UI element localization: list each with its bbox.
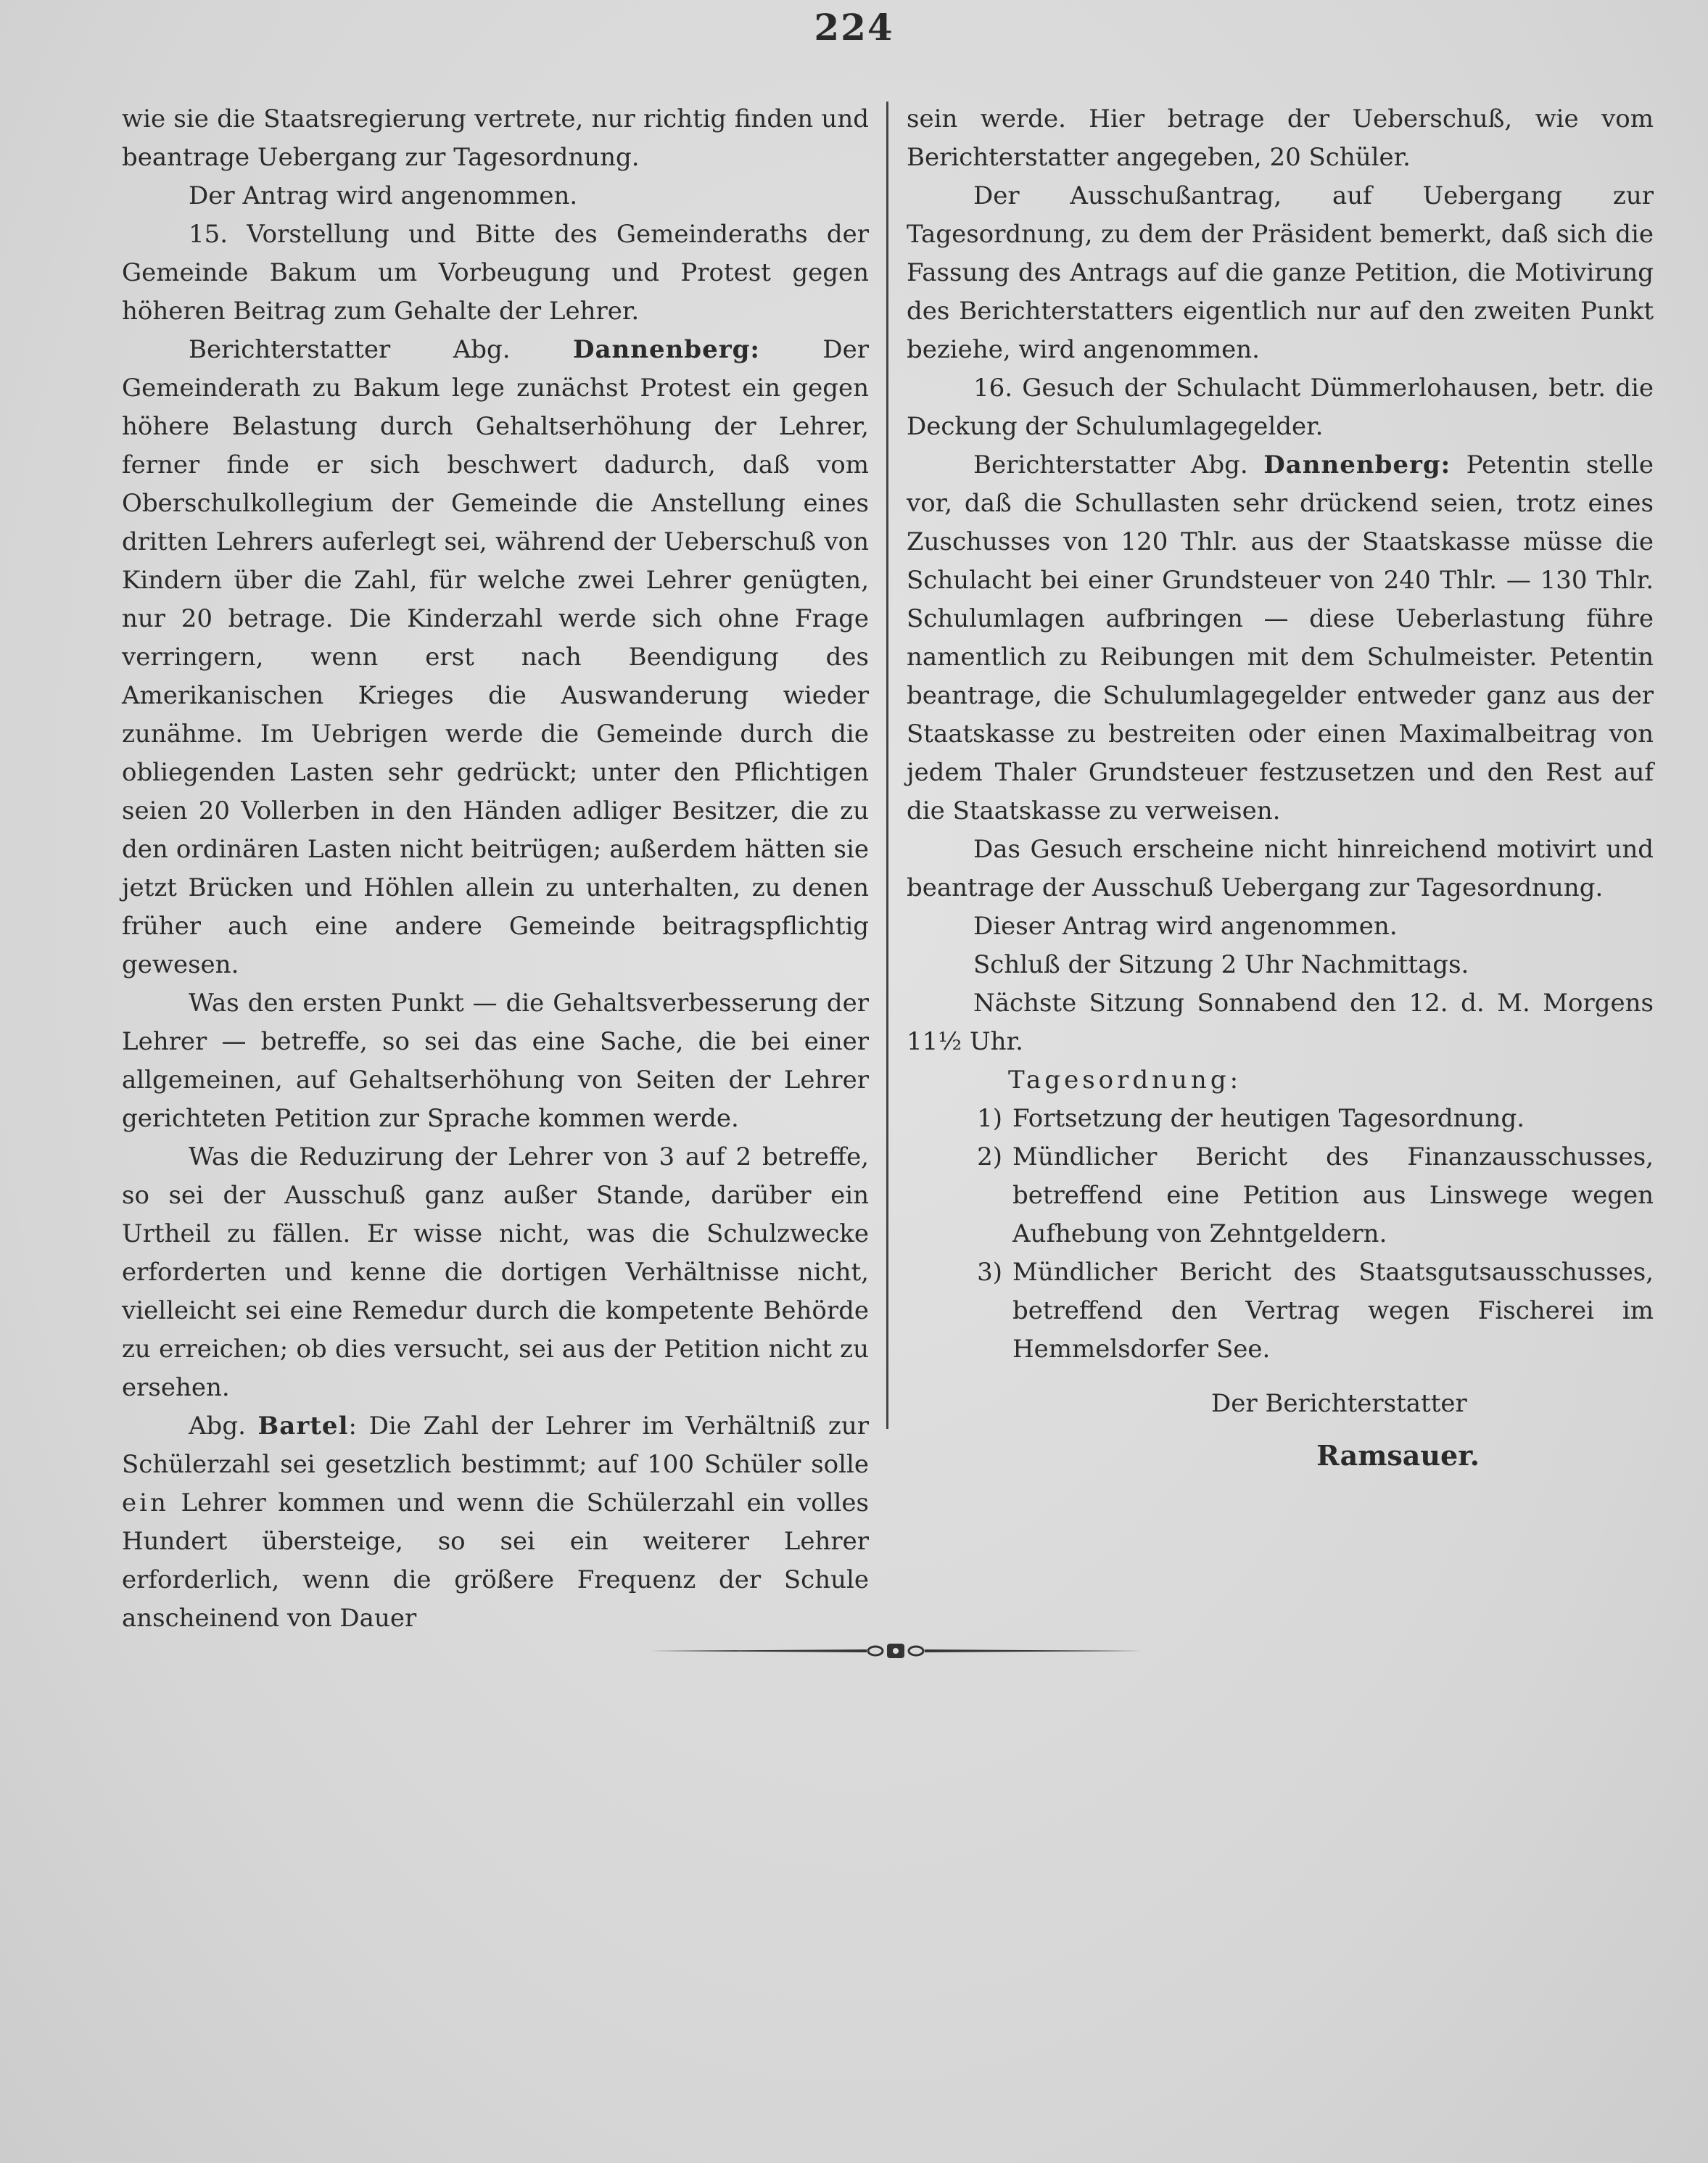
agenda-text: Mündlicher Bericht des Finanzausschusses, betreffend eine Petition aus Linswege wegen Aufhebung von Zehntgeldern. — [1012, 1142, 1654, 1248]
agenda-text: Fortsetzung der heutigen Tagesordnung. — [1012, 1104, 1525, 1133]
spaced-word: ein — [122, 1488, 169, 1517]
paragraph-next-session: Nächste Sitzung Sonnabend den 12. d. M. Morgens 11½ Uhr. — [907, 989, 1654, 1056]
report-text: Der Gemeinderath zu Bakum lege zunächst Protest ein gegen höhere Belastung durch Gehaltserhöhung der Lehrer, ferner finde er sich beschwert dadurch, daß vom Oberschulkollegium der Gemeinde die Anstellung eines dritten Lehrers auferlegt sei, während der Ueberschuß von Kindern über die Zahl, für welche zwei Lehrer genügten, nur 20 betrage. Die Kinderzahl werde sich ohne Frage verringern, wenn erst nach Beendigung des Amerikanischen Krieges die Auswanderung wieder zunähme. Im Uebrigen werde die Gemeinde durch die obliegenden Lasten sehr gedrückt; unter den Pflichtigen seien 20 Vollerben in den Händen adliger Besitzer, die zu den ordinären Lasten nicht beitrügen; außerdem hätten sie jetzt Brücken und Höhlen allein zu unterhalten, zu denen früher auch eine andere Gemeinde beitragspflichtig gewesen. — [122, 335, 869, 979]
paragraph-report-dannenberg — [907, 446, 1654, 831]
paragraph-motion-accepted: Der Antrag wird angenommen. — [189, 181, 578, 210]
left-column — [122, 100, 869, 1638]
speaker-name: Bartel — [257, 1412, 349, 1441]
report-text: Petentin stelle vor, daß die Schullasten sehr drückend seien, trotz eines Zuschusses von 120 Thlr. aus der Staatskasse müsse die Schulacht bei einer Grundsteuer von 240 Thlr. — 130 Thlr. Schulumlagen aufbringen — diese Ueberlastung führe namentlich zu Reibungen mit dem Schulmeister. Petentin beantrage, die Schulumlagegelder entweder ganz aus der Staatskasse zu bestreiten oder einen Maximalbeitrag von jedem Thaler Grundsteuer festzusetzen und den Rest auf die Staatskasse zu verweisen. — [907, 450, 1654, 825]
paragraph-session-close: Schluß der Sitzung 2 Uhr Nachmittags. — [973, 950, 1469, 979]
agenda-list — [907, 1100, 1654, 1369]
statement-text-continued: Lehrer kommen und wenn die Schülerzahl ein volles Hundert übersteige, so sei ein weiterer Lehrer erforderlich, wenn die größere Frequenz der Schule anscheinend von Dauer — [122, 1488, 869, 1633]
paragraph-continuation: sein werde. Hier betrage der Ueberschuß, wie vom Berichterstatter angegeben, 20 Schüler. — [907, 104, 1654, 172]
paragraph-committee-motion: Der Ausschußantrag, auf Uebergang zur Tagesordnung, zu dem der Präsident bemerkt, daß sich die Fassung des Antrags auf die ganze Petition, die Motivirung des Berichterstatters eigentlich nur auf den zweiten Punkt beziehe, wird angenommen. — [907, 181, 1654, 364]
signature-name: Ramsauer. — [1316, 1439, 1480, 1472]
right-column — [907, 100, 1654, 1475]
signature-lead: Der Berichterstatter — [1211, 1389, 1467, 1418]
agenda-text: Mündlicher Bericht des Staatsgutsausschusses, betreffend den Vertrag wegen Fischerei im Hemmelsdorfer See. — [1012, 1258, 1654, 1364]
statement-text: : Die Zahl der Lehrer im Verhältniß zur Schülerzahl sei gesetzlich bestimmt; auf 100 Schüler solle — [122, 1412, 869, 1479]
agenda-number: 2) — [977, 1142, 1002, 1171]
agenda-item — [907, 1100, 1654, 1138]
page-number: 224 — [814, 6, 894, 49]
paragraph-not-motivated: Das Gesuch erscheine nicht hinreichend motivirt und beantrage der Ausschuß Uebergang zur Tagesordnung. — [907, 835, 1654, 902]
paragraph-item-16: 16. Gesuch der Schulacht Dümmerlohausen, betr. die Deckung der Schulumlagegelder. — [907, 374, 1654, 441]
paragraph-continuation: wie sie die Staatsregierung vertrete, nur richtig finden und beantrage Uebergang zur Tagesordnung. — [122, 104, 869, 172]
paragraph-first-point: Was den ersten Punkt — die Gehaltsverbesserung der Lehrer — betreffe, so sei das eine Sache, die bei einer allgemeinen, auf Gehaltserhöhung von Seiten der Lehrer gerichteten Petition zur Sprache kommen werde. — [122, 989, 869, 1133]
agenda-number: 1) — [977, 1104, 1002, 1133]
paragraph-report-dannenberg — [122, 331, 869, 984]
column-divider — [886, 102, 888, 1429]
speaker-name: Dannenberg: — [1263, 450, 1451, 479]
agenda-number: 3) — [977, 1258, 1002, 1287]
speaker-prefix: Berichterstatter Abg. — [189, 335, 511, 364]
speaker-name: Dannenberg: — [573, 335, 760, 364]
paragraph-teacher-reduction: Was die Reduzirung der Lehrer von 3 auf 2 betreffe, so sei der Ausschuß ganz außer Stande, darüber ein Urtheil zu fällen. Er wisse nicht, was die Schulzwecke erforderten und kenne die dortigen Verhältnisse nicht, vielleicht sei eine Remedur durch die kompetente Behörde zu erreichen; ob dies versucht, sei aus der Petition nicht zu ersehen. — [122, 1142, 869, 1402]
speaker-prefix: Berichterstatter Abg. — [973, 450, 1248, 479]
paragraph-bartel — [122, 1407, 869, 1638]
paragraph-motion-accepted: Dieser Antrag wird angenommen. — [973, 912, 1398, 941]
ornament-divider — [649, 1638, 1142, 1664]
agenda-item — [907, 1138, 1654, 1253]
agenda-heading: Tagesordnung: — [1008, 1066, 1242, 1095]
speaker-prefix: Abg. — [189, 1412, 246, 1441]
agenda-item — [907, 1253, 1654, 1369]
paragraph-item-15: 15. Vorstellung und Bitte des Gemeinderaths der Gemeinde Bakum um Vorbeugung und Protest gegen höheren Beitrag zum Gehalte der Lehrer. — [122, 220, 869, 326]
